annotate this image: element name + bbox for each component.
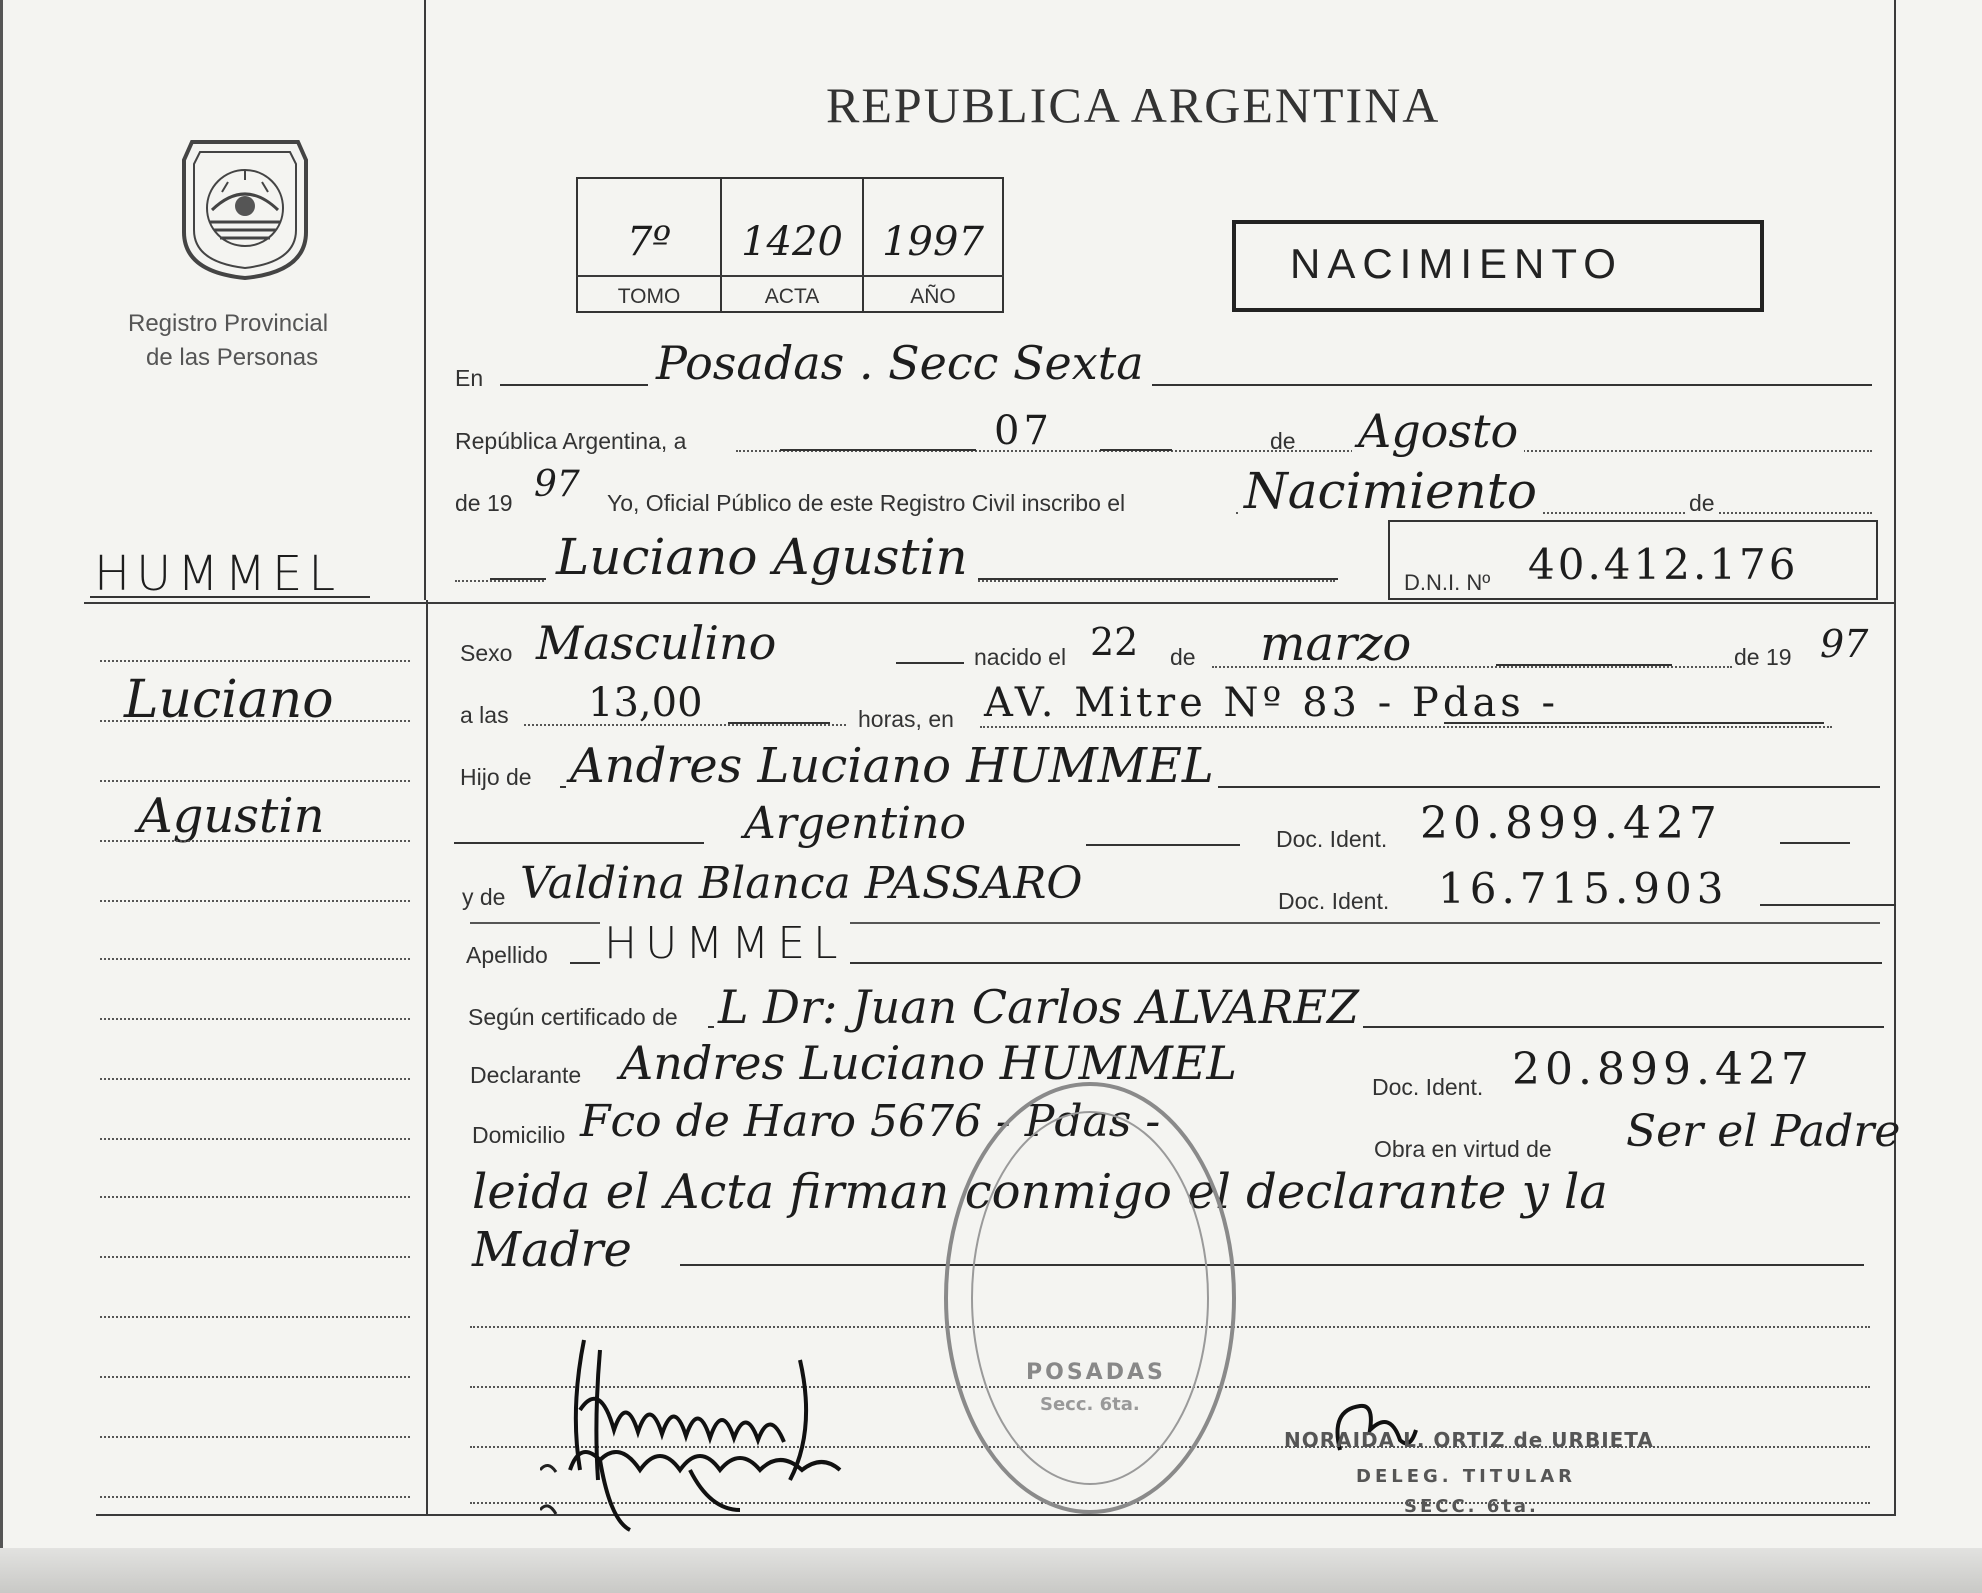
obra-label: Obra en virtud de bbox=[1374, 1136, 1552, 1162]
yde-label: y de bbox=[462, 884, 506, 910]
obra-value: Ser el Padre bbox=[1626, 1106, 1901, 1157]
mother-doc-solid bbox=[1760, 904, 1896, 906]
de3-label: de bbox=[1170, 644, 1196, 670]
margin-dotted-line bbox=[100, 958, 410, 960]
father-doc-solid bbox=[1780, 842, 1850, 844]
yo-label: Yo, Oficial Público de este Registro Civil inscribo el bbox=[607, 490, 1126, 516]
hour-solid bbox=[728, 722, 830, 724]
republica-label: República Argentina, a bbox=[455, 428, 687, 454]
acta-cell bbox=[720, 177, 864, 313]
en-label: En bbox=[455, 365, 484, 391]
anio-cell bbox=[862, 177, 1004, 313]
birth-day-value: 22 bbox=[1090, 620, 1139, 664]
tomo-value: 7º bbox=[626, 219, 672, 265]
margin-dotted-line bbox=[100, 1078, 410, 1080]
margin-dotted-line bbox=[100, 1436, 410, 1438]
doc-ident-label-father: Doc. Ident. bbox=[1276, 826, 1388, 852]
doc-ident-label-mother: Doc. Ident. bbox=[1278, 888, 1390, 914]
hijo-label: Hijo de bbox=[460, 764, 532, 790]
mother-doc: 16.715.903 bbox=[1438, 864, 1729, 913]
birth-year-value: 97 bbox=[1820, 622, 1869, 666]
place-value: Posadas . Secc Sexta bbox=[648, 336, 1152, 390]
margin-dotted-line bbox=[100, 1018, 410, 1020]
date-solid bbox=[780, 449, 976, 451]
right-border bbox=[1894, 0, 1896, 1515]
father-nationality: Argentino bbox=[744, 798, 966, 849]
province-seal bbox=[172, 122, 318, 280]
margin-dotted-line bbox=[100, 720, 410, 722]
round-stamp-section: Secc. 6ta. bbox=[1040, 1394, 1140, 1415]
country-title: REPUBLICA ARGENTINA bbox=[826, 77, 1441, 133]
birthplace-value: AV. Mitre Nº 83 - Pdas - bbox=[984, 680, 1560, 726]
apellido-label: Apellido bbox=[466, 942, 548, 968]
officer-stamp-section: SECC. 6ta. bbox=[1404, 1496, 1539, 1517]
day-value: 07 bbox=[994, 408, 1053, 454]
header-divider bbox=[84, 602, 1896, 604]
month-value: Agosto bbox=[1352, 404, 1524, 458]
sexo-value: Masculino bbox=[536, 616, 777, 670]
margin-dotted-line bbox=[100, 1376, 410, 1378]
declarante-label: Declarante bbox=[470, 1062, 582, 1088]
officer-stamp-title: DELEG. TITULAR bbox=[1356, 1466, 1577, 1487]
registry-name-line1: Registro Provincial bbox=[128, 310, 329, 337]
declarante-value: Andres Luciano HUMMEL bbox=[620, 1036, 1237, 1090]
margin-dotted-line bbox=[100, 1196, 410, 1198]
round-registry-stamp bbox=[940, 1078, 1240, 1518]
certificate-value: L Dr: Juan Carlos ALVAREZ bbox=[714, 980, 1363, 1034]
father-doc: 20.899.427 bbox=[1420, 798, 1722, 849]
birthplace-solid bbox=[1444, 722, 1824, 724]
apellido-value: HUMMEL bbox=[600, 918, 850, 969]
doc-type-label: NACIMIENTO bbox=[1290, 240, 1623, 287]
acta-value: 1420 bbox=[741, 219, 843, 265]
de-label: de bbox=[1270, 428, 1296, 454]
observation-underline bbox=[680, 1264, 1864, 1266]
de19b-label: de 19 bbox=[1734, 644, 1792, 670]
page-bottom-shadow bbox=[0, 1548, 1982, 1593]
birth-month-value: marzo bbox=[1260, 616, 1412, 672]
margin-surname: HUMMEL bbox=[94, 546, 342, 602]
margin-second-name: Agustin bbox=[138, 788, 325, 844]
de2-label: de bbox=[1685, 490, 1719, 517]
mother-value: Valdina Blanca PASSARO bbox=[520, 858, 1083, 909]
margin-dotted-line bbox=[100, 1316, 410, 1318]
margin-divider bbox=[424, 0, 426, 600]
birthplace-line bbox=[980, 726, 1832, 728]
tomo-cell bbox=[576, 177, 722, 313]
body-border-left bbox=[426, 600, 428, 1515]
nationality-solid bbox=[454, 842, 704, 844]
father-value: Andres Luciano HUMMEL bbox=[566, 738, 1218, 794]
margin-border-left bbox=[0, 0, 3, 1593]
anio-value: 1997 bbox=[882, 219, 984, 265]
anio-label: AÑO bbox=[910, 285, 956, 308]
date-solid bbox=[1100, 449, 1172, 451]
margin-dotted-line bbox=[100, 660, 410, 662]
margin-dotted-line bbox=[100, 840, 410, 842]
margin-first-name: Luciano bbox=[124, 670, 334, 730]
name-value: Luciano Agustin bbox=[546, 528, 978, 586]
dni-value: 40.412.176 bbox=[1528, 540, 1799, 589]
declarante-doc: 20.899.427 bbox=[1512, 1044, 1814, 1095]
segun-label: Según certificado de bbox=[468, 1004, 678, 1030]
domicilio-label: Domicilio bbox=[472, 1122, 566, 1148]
birth-month-solid bbox=[1496, 664, 1672, 666]
tomo-label: TOMO bbox=[617, 285, 681, 308]
sexo-label: Sexo bbox=[460, 640, 513, 666]
registry-name-line2: de las Personas bbox=[146, 344, 319, 371]
dni-label: D.N.I. Nº bbox=[1404, 570, 1491, 595]
margin-dotted-line bbox=[100, 900, 410, 902]
nationality-solid bbox=[1086, 844, 1240, 846]
officer-signature bbox=[540, 1320, 880, 1540]
observation-line2: Madre bbox=[472, 1222, 632, 1278]
observation-line1: leida el Acta firman conmigo el declarante y la bbox=[472, 1164, 1608, 1220]
event-value: Nacimiento bbox=[1238, 462, 1543, 520]
margin-surname-line bbox=[90, 596, 370, 598]
sexo-solid bbox=[896, 662, 964, 664]
margin-dotted-line bbox=[100, 1138, 410, 1140]
officer-stamp-name: NORAIDA L. ORTIZ de URBIETA bbox=[1284, 1428, 1654, 1452]
hour-value: 13,00 bbox=[588, 680, 703, 726]
de19-label: de 19 bbox=[455, 490, 513, 516]
acta-label: ACTA bbox=[764, 285, 820, 308]
nacido-label: nacido el bbox=[974, 644, 1067, 670]
doc-ident-label-declarante: Doc. Ident. bbox=[1372, 1074, 1484, 1100]
year-suffix-value: 97 bbox=[534, 464, 580, 505]
domicilio-value: Fco de Haro 5676 - Pdas - bbox=[580, 1096, 1161, 1147]
horas-label: horas, en bbox=[858, 706, 954, 732]
margin-dotted-line bbox=[100, 1256, 410, 1258]
alas-label: a las bbox=[460, 702, 509, 728]
round-stamp-city: POSADAS bbox=[1026, 1360, 1166, 1385]
cell-caption-divider bbox=[576, 275, 1004, 277]
margin-dotted-line bbox=[100, 1496, 410, 1498]
margin-dotted-line bbox=[100, 780, 410, 782]
